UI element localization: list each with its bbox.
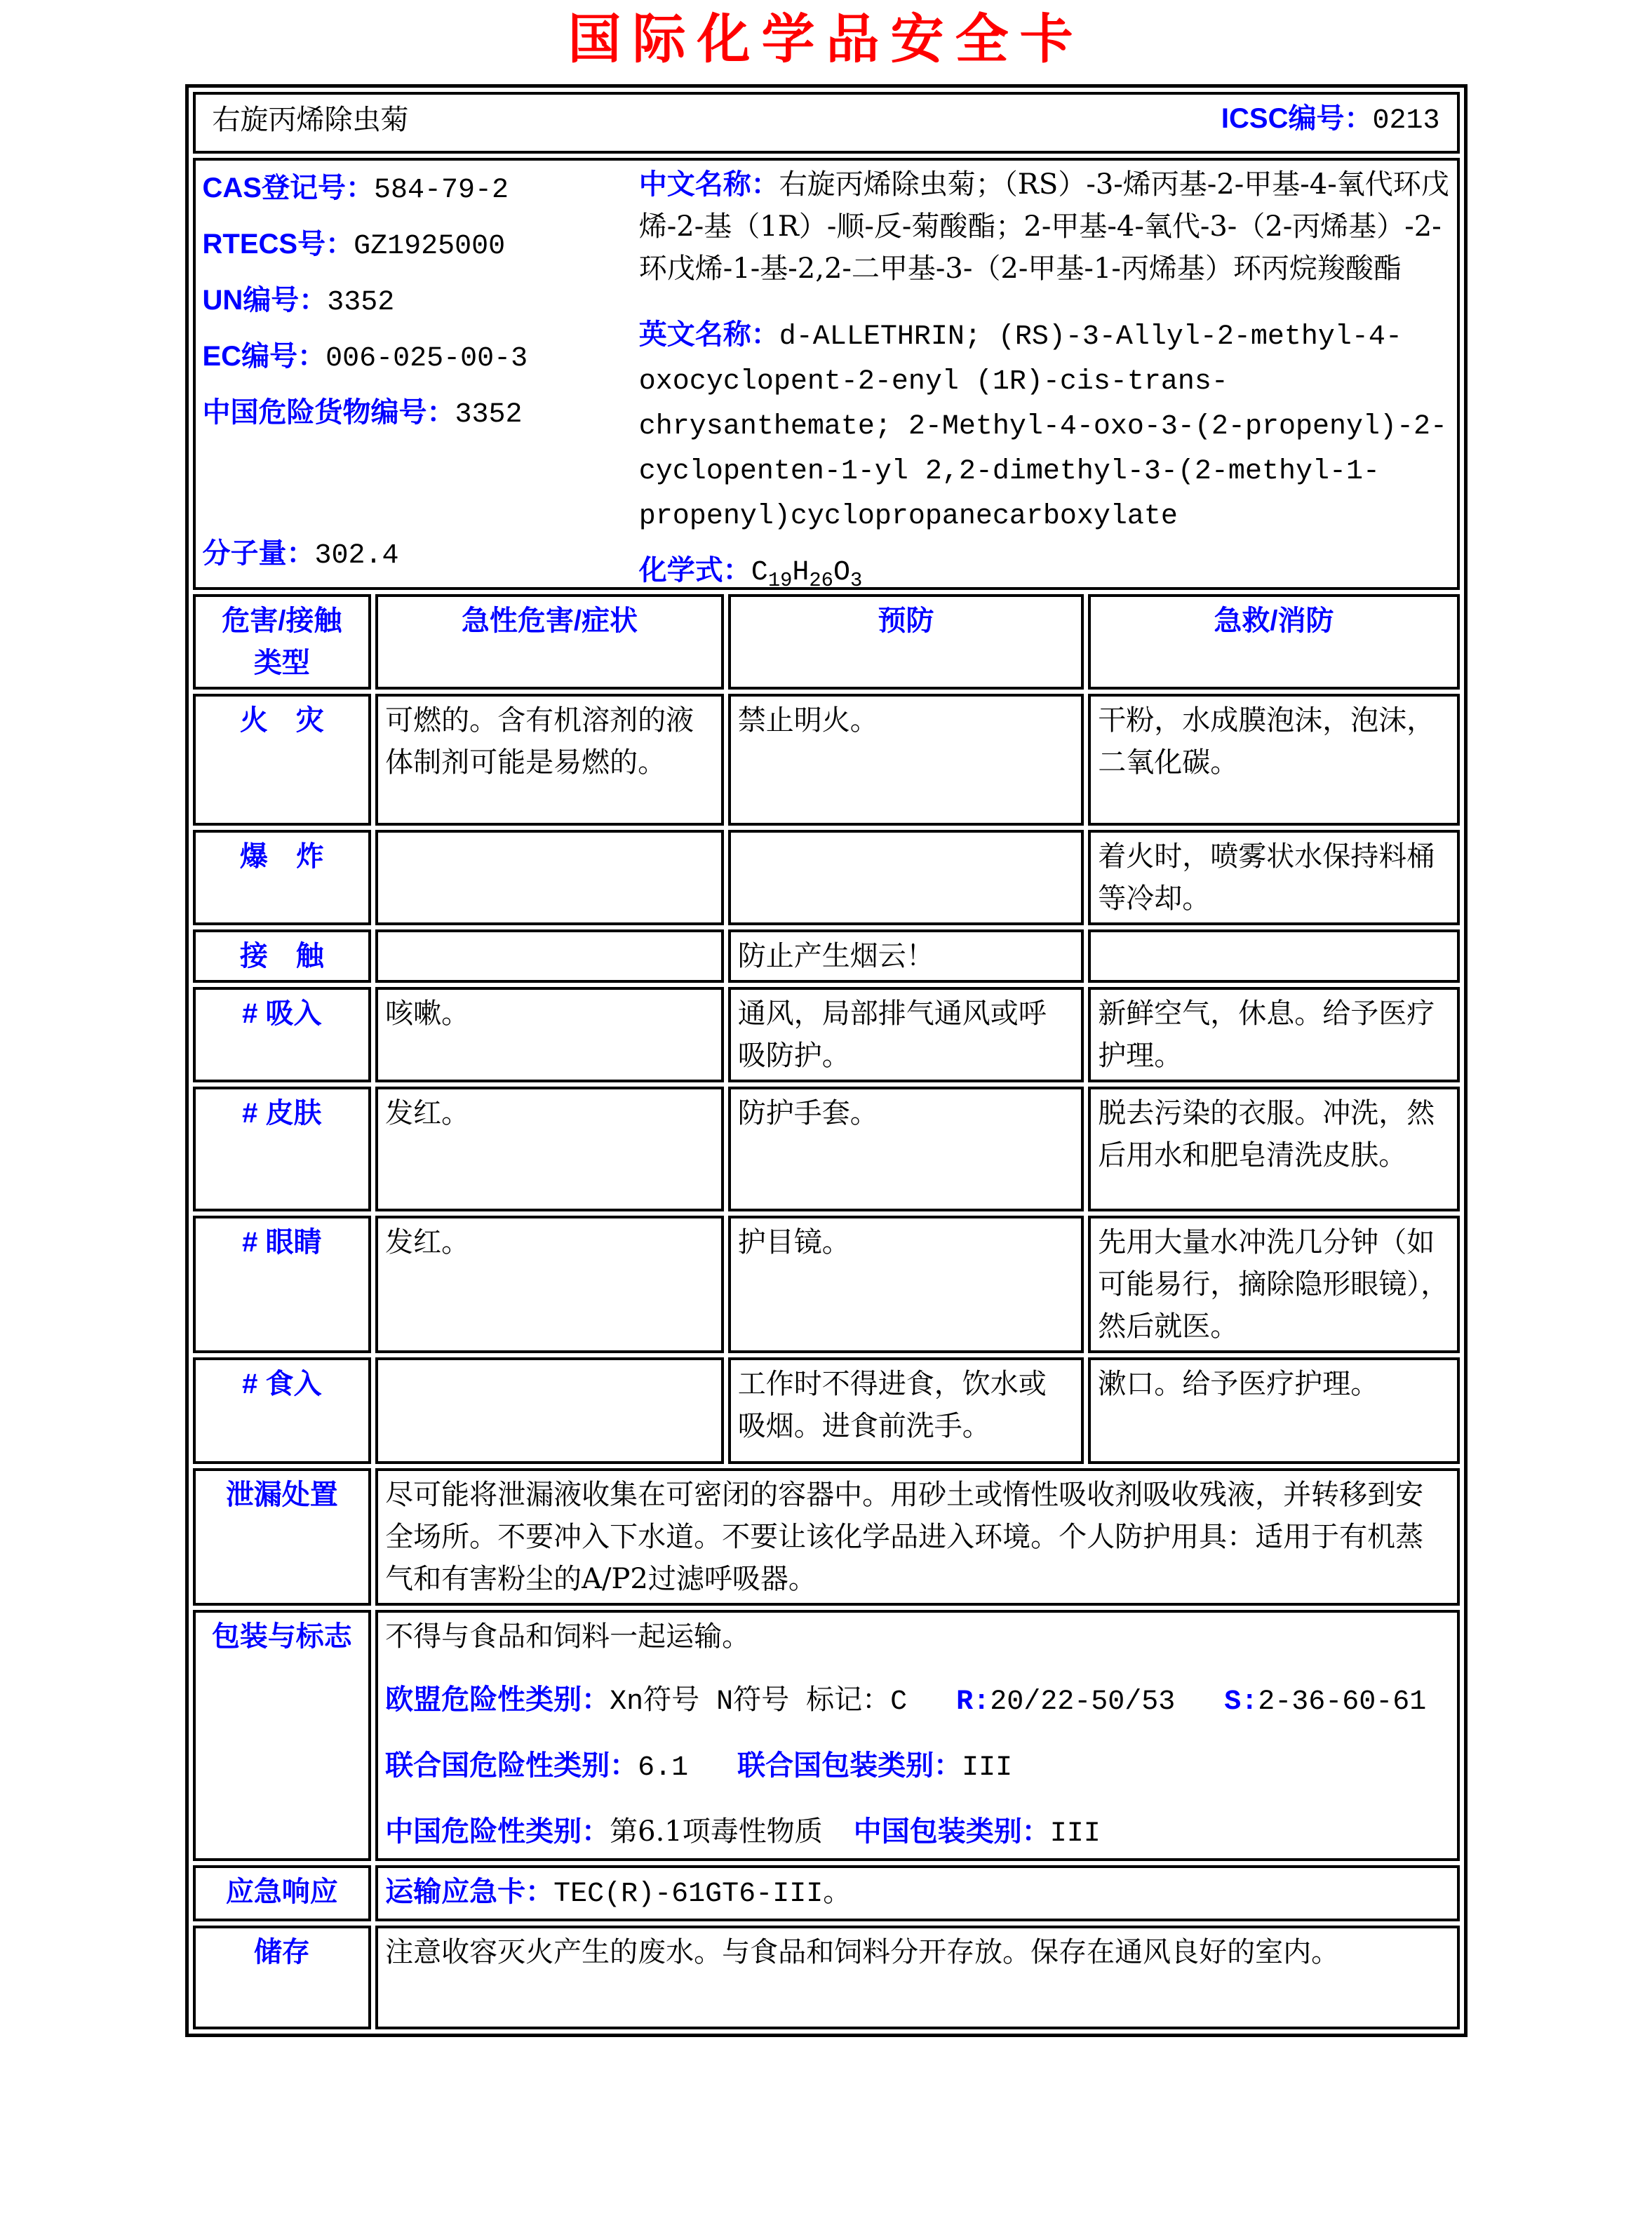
row-label-ingestion: # 食入 [193, 1357, 372, 1464]
row-label-storage: 储存 [193, 1926, 372, 2029]
emergency-content [375, 1865, 1459, 1921]
r-phrases-label: R: [956, 1686, 990, 1718]
eyes-prevention: 护目镜。 [728, 1216, 1084, 1353]
row-label-explosion: 爆 炸 [193, 830, 372, 925]
safety-card-table [185, 84, 1468, 2037]
header-hazard-type-line2: 类型 [253, 647, 310, 678]
english-name-label: 英文名称： [638, 318, 779, 350]
cn-class-label: 中国危险性类别： [385, 1815, 610, 1847]
s-phrases-label: S: [1224, 1686, 1258, 1718]
chinese-name-paragraph [639, 163, 1450, 290]
china-dg-label: 中国危险货物编号： [202, 396, 455, 428]
formula-value [751, 556, 863, 592]
skin-response: 脱去污染的衣服。冲洗，然后用水和肥皂清洗皮肤。 [1088, 1087, 1459, 1211]
packaging-transport-note: 不得与食品和饲料一起运输。 [385, 1620, 751, 1653]
header-response: 急救/消防 [1088, 594, 1459, 690]
table-row-fire [193, 694, 1460, 826]
transport-emergency-card-label: 运输应急卡： [385, 1876, 554, 1907]
english-name-value: d-ALLETHRIN; (RS)-3-Allyl-2-methyl-4-oxocyclopent-2-enyl (1R)-cis-trans-chrysanthemate; 2-Methyl-4-oxo-3-(2-propenyl)-2-cyclopenten-1-yl 2,2-dimethyl-3-(2-methyl-1-propenyl)cyclopropanecarboxylate [638, 321, 1447, 532]
page-title: 国际化学品安全卡 [568, 8, 1084, 70]
identifier-lines [203, 163, 639, 448]
rtecs-value: GZ1925000 [354, 230, 506, 262]
identifiers-row [193, 158, 1460, 590]
ec-value: 006-025-00-3 [325, 342, 528, 375]
row-label-fire: 火 灾 [193, 694, 372, 826]
un-pack-value: III [962, 1752, 1013, 1784]
name-cell [193, 92, 1460, 154]
icsc-number [1221, 98, 1440, 142]
ec-number-line [203, 335, 639, 380]
table-row-inhalation [193, 987, 1460, 1082]
un-class-value: 6.1 [638, 1752, 689, 1784]
formula-h: H [792, 556, 810, 589]
chinese-name-value: 右旋丙烯除虫菊；（RS）-3-烯丙基-2-甲基-4-氧代环戊烯-2-基（1R）-顺-反-菊酸酯；2-甲基-4-氧代-3-（2-丙烯基）-2-环戊烯-1-基-2,2-二甲基-3-（2-甲基-1-丙烯基）环丙烷羧酸酯 [638, 168, 1449, 285]
china-dg-value: 3352 [455, 398, 523, 431]
table-row-skin [193, 1087, 1460, 1211]
r-phrases-value: 20/22-50/53 [990, 1686, 1176, 1718]
name-row [193, 92, 1460, 154]
chemical-names [638, 163, 1450, 592]
exposure-symptoms [375, 929, 724, 983]
english-name-paragraph [639, 314, 1450, 538]
inhalation-response: 新鲜空气，休息。给予医疗护理。 [1088, 987, 1459, 1082]
chemical-formula-line [639, 549, 1450, 594]
skin-prevention: 防护手套。 [728, 1087, 1084, 1211]
eu-class-label: 欧盟危险性类别： [385, 1684, 610, 1715]
row-label-eyes: # 眼睛 [193, 1216, 372, 1353]
table-row-ingestion [193, 1357, 1460, 1464]
cas-value: 584-79-2 [373, 174, 509, 206]
china-dg-number-line [203, 391, 639, 436]
formula-label: 化学式： [638, 554, 751, 586]
formula-c-sub: 19 [767, 568, 793, 592]
fire-symptoms: 可燃的。含有机溶剂的液体制剂可能是易燃的。 [375, 694, 724, 826]
header-prevention: 预防 [728, 594, 1084, 690]
eu-class-value: Xn符号 N符号 标记：C [610, 1686, 908, 1718]
row-label-spillage: 泄漏处置 [193, 1468, 372, 1606]
ec-label: EC编号： [202, 340, 326, 372]
formula-c: C [751, 556, 768, 589]
chinese-name-label: 中文名称： [638, 168, 779, 200]
cn-pack-label: 中国包装类别： [853, 1815, 1050, 1847]
un-pack-label: 联合国包装类别： [737, 1749, 962, 1781]
row-label-exposure: 接 触 [193, 929, 372, 983]
header-hazard-type [193, 594, 372, 690]
cn-pack-value: III [1049, 1818, 1101, 1850]
icsc-label: ICSC编号： [1221, 102, 1373, 134]
ingestion-prevention: 工作时不得进食，饮水或吸烟。进食前洗手。 [728, 1357, 1084, 1464]
ingestion-response: 漱口。给予医疗护理。 [1088, 1357, 1459, 1464]
explosion-prevention [728, 830, 1084, 925]
identifiers-layout [202, 163, 1450, 592]
table-row-exposure [193, 929, 1460, 983]
row-label-skin: # 皮肤 [193, 1087, 372, 1211]
ingestion-symptoms [375, 1357, 724, 1464]
packaging-un-classification [385, 1745, 1449, 1789]
storage-text: 注意收容灭火产生的废水。与食品和饲料分开存放。保存在通风良好的室内。 [375, 1926, 1459, 2029]
un-class-label: 联合国危险性类别： [385, 1749, 638, 1781]
formula-h-sub: 26 [809, 568, 833, 592]
fire-prevention: 禁止明火。 [728, 694, 1084, 826]
rtecs-label: RTECS号： [202, 228, 354, 260]
packaging-content [375, 1610, 1459, 1861]
exposure-prevention: 防止产生烟云！ [728, 929, 1084, 983]
rtecs-number-line [203, 223, 639, 268]
table-row-storage [193, 1926, 1460, 2029]
chemical-name: 右旋丙烯除虫菊 [212, 103, 409, 136]
inhalation-symptoms: 咳嗽。 [375, 987, 724, 1082]
packaging-cn-classification [385, 1811, 1449, 1855]
un-value: 3352 [327, 286, 395, 318]
spillage-text: 尽可能将泄漏液收集在可密闭的容器中。用砂土或惰性吸收剂吸收残液，并转移到安全场所。不要冲入下水道。不要让该化学品进入环境。个人防护用具：适用于有机蒸气和有害粉尘的A/P2过滤呼吸器。 [375, 1468, 1459, 1606]
header-symptoms: 急性危害/症状 [375, 594, 724, 690]
eyes-symptoms: 发红。 [375, 1216, 724, 1353]
exposure-response [1088, 929, 1459, 983]
s-phrases-value: 2-36-60-61 [1258, 1686, 1427, 1718]
row-label-inhalation: # 吸入 [193, 987, 372, 1082]
explosion-symptoms [375, 830, 724, 925]
molecular-weight-value: 302.4 [314, 539, 399, 572]
fire-response: 干粉，水成膜泡沫，泡沫，二氧化碳。 [1088, 694, 1459, 826]
inhalation-prevention: 通风，局部排气通风或呼吸防护。 [728, 987, 1084, 1082]
row-label-packaging: 包装与标志 [193, 1610, 372, 1861]
table-row-packaging [193, 1610, 1460, 1861]
header-hazard-type-line1: 危害/接触 [222, 605, 342, 636]
icsc-value: 0213 [1372, 105, 1440, 137]
skin-symptoms: 发红。 [375, 1087, 724, 1211]
eyes-response: 先用大量水冲洗几分钟（如可能易行，摘除隐形眼镜），然后就医。 [1088, 1216, 1459, 1353]
un-number-line [203, 279, 639, 324]
identifier-list [203, 163, 639, 584]
identifiers-cell [193, 158, 1460, 590]
cas-number-line [203, 167, 639, 212]
name-flex [203, 98, 1450, 142]
transport-emergency-card-value: TEC(R)-61GT6-III。 [553, 1878, 852, 1910]
molecular-weight-label: 分子量： [202, 537, 315, 569]
cas-label: CAS登记号： [202, 172, 374, 203]
hazard-header-row [193, 594, 1460, 690]
table-row-emergency [193, 1865, 1460, 1921]
table-row-eyes [193, 1216, 1460, 1353]
packaging-eu-classification [385, 1679, 1449, 1724]
un-label: UN编号： [202, 284, 328, 316]
table-row-spillage [193, 1468, 1460, 1606]
cn-class-value: 第6.1项毒性物质 [610, 1815, 823, 1848]
formula-o: O [833, 556, 850, 589]
row-label-emergency: 应急响应 [193, 1865, 372, 1921]
table-row-explosion [193, 830, 1460, 925]
explosion-response: 着火时，喷雾状水保持料桶等冷却。 [1088, 830, 1459, 925]
molecular-weight-line [203, 532, 639, 577]
formula-o-sub: 3 [849, 568, 863, 592]
